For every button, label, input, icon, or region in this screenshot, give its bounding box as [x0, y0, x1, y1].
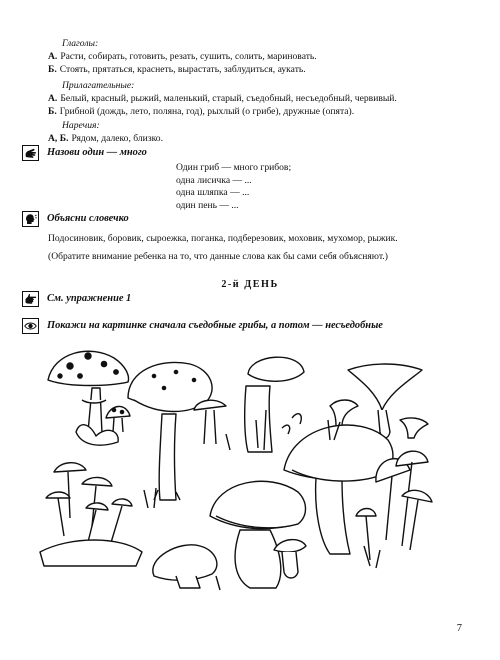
adjectives-a-row	[48, 93, 468, 105]
porcini-mushroom	[284, 425, 393, 554]
adjectives-a-text: Белый, красный, рыжий, маленький, старый, съедобный, несъедобный, червивый.	[60, 93, 397, 105]
example-line-2: одна лисичка — ...	[176, 174, 252, 186]
speaking-head-icon	[22, 211, 39, 227]
verbs-b-row	[48, 64, 468, 76]
exercise3-header	[22, 290, 131, 308]
exercise1-header	[22, 144, 147, 162]
fly-agaric-mushroom	[48, 351, 130, 445]
adjectives-a-marker: А.	[48, 93, 58, 105]
adjectives-title: Прилагательные:	[62, 80, 135, 91]
adjectives-b-row	[48, 106, 468, 118]
toadstool-mushroom	[128, 362, 226, 500]
verbs-a-text: Расти, собирать, готовить, резать, сушить, солить, мариновать.	[60, 51, 317, 63]
eye-icon	[22, 318, 39, 334]
verbs-a-row	[48, 51, 468, 63]
page-number: 7	[456, 623, 462, 634]
honey-fungus-cluster	[40, 463, 142, 566]
example-line-1: Один гриб — много грибов;	[176, 162, 292, 173]
mushroom-illustration	[30, 340, 450, 595]
exercise1-title: Назови один — много	[47, 147, 147, 159]
hand-icon	[22, 145, 39, 161]
adverbs-title: Наречия:	[62, 120, 100, 131]
verbs-a-marker: А.	[48, 51, 58, 63]
verbs-b-marker: Б.	[48, 63, 57, 75]
adverbs-section	[48, 120, 468, 146]
exercise4-title: Покажи на картинке сначала съедобные грибы, а потом — несъедобные	[47, 320, 383, 332]
exercise2-header	[22, 210, 129, 228]
exercise2-text: Подосиновик, боровик, сыроежка, поганка, подберезовик, моховик, мухомор, рыжик.	[48, 233, 398, 244]
boletus-mushroom	[245, 357, 304, 452]
adverbs-ab-text: Рядом, далеко, близко.	[71, 133, 163, 145]
exercise2-note: (Обратите внимание ребенка на то, что данные слова как бы сами себя объясняют.)	[48, 251, 388, 262]
verbs-title: Глаголы:	[62, 38, 99, 49]
adjectives-b-text: Грибной (дождь, лето, поляна, год), рыхлый (о грибе), дружные (опята).	[59, 105, 355, 117]
russula-mushroom	[153, 545, 217, 588]
adverbs-ab-marker: А, Б.	[48, 133, 69, 145]
exercise1-examples	[176, 162, 426, 213]
day-heading: 2-й ДЕНЬ	[221, 279, 279, 290]
adjectives-b-marker: Б.	[48, 105, 57, 117]
pointing-hand-icon	[22, 291, 39, 307]
adjectives-section	[48, 80, 468, 118]
cep-mushroom	[210, 481, 306, 588]
exercise4-header	[22, 317, 383, 335]
verbs-section	[48, 38, 468, 76]
exercise3-title: См. упражнение 1	[47, 293, 132, 305]
exercise2-title: Объясни словечко	[47, 213, 129, 225]
example-line-4: один пень — ...	[176, 199, 239, 211]
verbs-b-text: Стоять, прятаться, краснеть, вырастать, заблудиться, аукать.	[59, 63, 306, 75]
example-line-3: одна шляпка — ...	[176, 187, 250, 199]
